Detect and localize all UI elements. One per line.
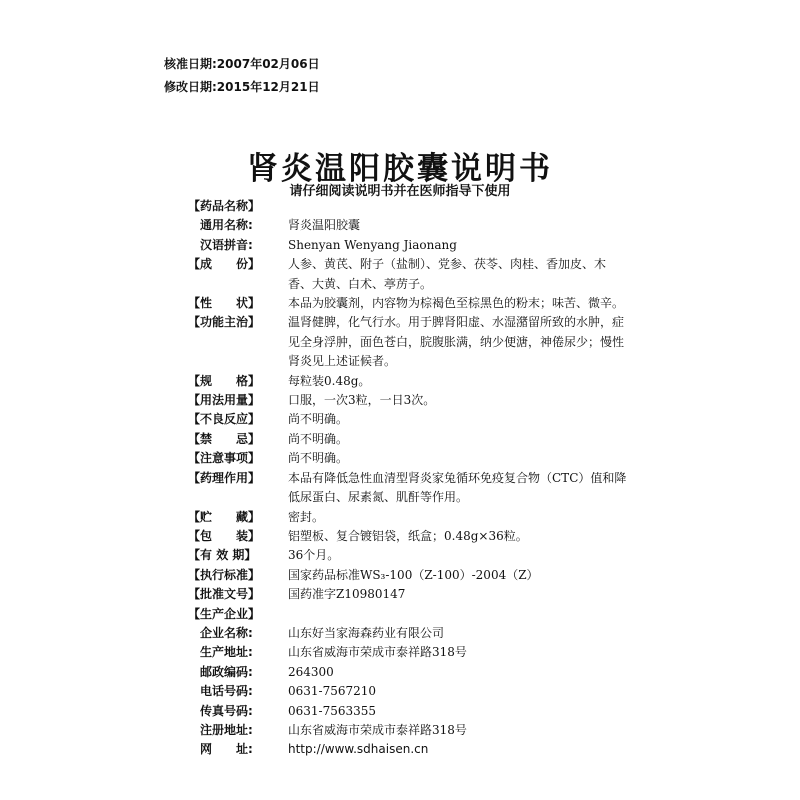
section-value: 每粒装0.48g。 [288,373,371,388]
section-label: 包 装 [200,528,249,543]
section-manufacturer: 【生产企业】 [188,606,261,621]
company-name: 山东好当家海森药业有限公司 [288,625,445,640]
manufacturer-field [188,682,628,701]
field-label: 传真号码: [200,703,253,718]
section-contraindications: 【禁 忌】 尚不明确。 [188,430,628,449]
section-specification: 【规 格】 每粒装0.48g。 [188,372,628,391]
manufacturer-field [188,721,628,740]
website-link[interactable]: http://www.sdhaisen.cn [288,742,429,757]
pinyin-row [188,236,628,255]
manufacturer-field [188,624,628,643]
section-label: 生产企业 [200,606,249,621]
field-label: 汉语拼音: [200,237,253,252]
postal-code: 264300 [288,664,334,679]
section-precautions: 【注意事项】 尚不明确。 [188,449,628,468]
registered-address: 山东省威海市荣成市泰祥路318号 [288,722,467,737]
field-label: 电话号码: [200,684,253,699]
section-label: 用法用量 [200,393,249,408]
section-value: 尚不明确。 [288,412,349,427]
section-ingredients: 【成 份】 人参、黄芪、附子（盐制）、党参、茯苓、肉桂、香加皮、木香、大黄、白术、葶苈子。 [188,255,628,294]
document-title: 肾炎温阳胶囊说明书 [247,151,553,187]
section-indications: 【功能主治】 温肾健脾，化气行水。用于脾肾阳虚、水湿潴留所致的水肿，症见全身浮肿，面色苍白，脘腹胀满，纳少便溏，神倦尿少；慢性肾炎见上述证候者。 [188,313,628,371]
field-label: 生产地址: [200,645,253,660]
section-label: 批准文号 [200,587,249,602]
manufacturer-field [188,663,628,682]
section-value: 36个月。 [288,548,340,563]
section-value: 本品有降低急性血清型肾炎家兔循环免疫复合物（CTC）值和降低尿蛋白、尿素氮、肌酐等作用。 [288,470,627,505]
fax-number: 0631-7563355 [288,703,377,718]
section-label: 有 效 期 [200,548,245,563]
section-value: 本品为胶囊剂，内容物为棕褐色至棕黑色的粉末；味苦、微辛。 [288,296,625,311]
section-label: 规 格 [200,373,249,388]
section-value: 温肾健脾，化气行水。用于脾肾阳虚、水湿潴留所致的水肿，症见全身浮肿，面色苍白，脘腹胀满，纳少便溏，神倦尿少；慢性肾炎见上述证候者。 [288,315,625,369]
section-label: 贮 藏 [200,509,249,524]
leaflet-body [188,197,628,760]
section-value: 铝塑板、复合镀铝袋，纸盒；0.48g×36粒。 [288,528,528,543]
section-expiry: 【有 效 期】 36个月。 [188,546,628,565]
section-properties: 【性 状】 本品为胶囊剂，内容物为棕褐色至棕黑色的粉末；味苦、微辛。 [188,294,628,313]
section-value: 尚不明确。 [288,451,349,466]
section-label: 禁 忌 [200,431,249,446]
manufacturer-field [188,643,628,662]
section-dosage: 【用法用量】 口服，一次3粒，一日3次。 [188,391,628,410]
section-label: 药理作用 [200,470,249,485]
production-address: 山东省威海市荣成市泰祥路318号 [288,645,467,660]
field-label: 网 址: [200,742,253,757]
document-subtitle: 请仔细阅读说明书并在医师指导下使用 [289,184,511,199]
approved-date: 核准日期:2007年02月06日 [164,57,320,71]
field-label: 邮政编码: [200,664,253,679]
section-value: 尚不明确。 [288,431,349,446]
generic-name: 肾炎温阳胶囊 [288,218,361,233]
field-label: 通用名称: [200,218,253,233]
section-value: 国药准字Z10980147 [288,587,406,602]
pinyin-name: Shenyan Wenyang Jiaonang [288,237,457,252]
section-label: 不良反应 [200,412,249,427]
section-label: 执行标准 [200,567,249,582]
section-value: 密封。 [288,509,325,524]
section-value: 口服，一次3粒，一日3次。 [288,393,436,408]
section-label: 性 状 [200,296,249,311]
section-adverse-reactions: 【不良反应】 尚不明确。 [188,410,628,429]
section-value: 国家药品标准WS₃-100（Z-100）-2004（Z） [288,567,539,582]
section-packaging: 【包 装】 铝塑板、复合镀铝袋，纸盒；0.48g×36粒。 [188,527,628,546]
generic-name-row [188,216,628,235]
section-standard: 【执行标准】 国家药品标准WS₃-100（Z-100）-2004（Z） [188,566,628,585]
manufacturer-field [188,702,628,721]
section-value: 人参、黄芪、附子（盐制）、党参、茯苓、肉桂、香加皮、木香、大黄、白术、葶苈子。 [288,257,607,291]
field-label: 企业名称: [200,625,253,640]
section-label: 成 份 [200,257,249,272]
section-label: 注意事项 [200,451,249,466]
phone-number: 0631-7567210 [288,684,377,699]
revised-date: 修改日期:2015年12月21日 [164,80,320,94]
section-storage: 【贮 藏】 密封。 [188,508,628,527]
field-label: 注册地址: [200,722,253,737]
manufacturer-field [188,740,628,759]
section-approval-number: 【批准文号】 国药准字Z10980147 [188,585,628,604]
section-drug-name: 【药品名称】 [188,199,261,213]
section-label: 功能主治 [200,315,249,330]
document-dates [164,53,320,99]
section-pharmacology: 【药理作用】 本品有降低急性血清型肾炎家兔循环免疫复合物（CTC）值和降低尿蛋白、尿素氮、肌酐等作用。 [188,469,628,508]
section-label: 药品名称 [200,199,249,213]
